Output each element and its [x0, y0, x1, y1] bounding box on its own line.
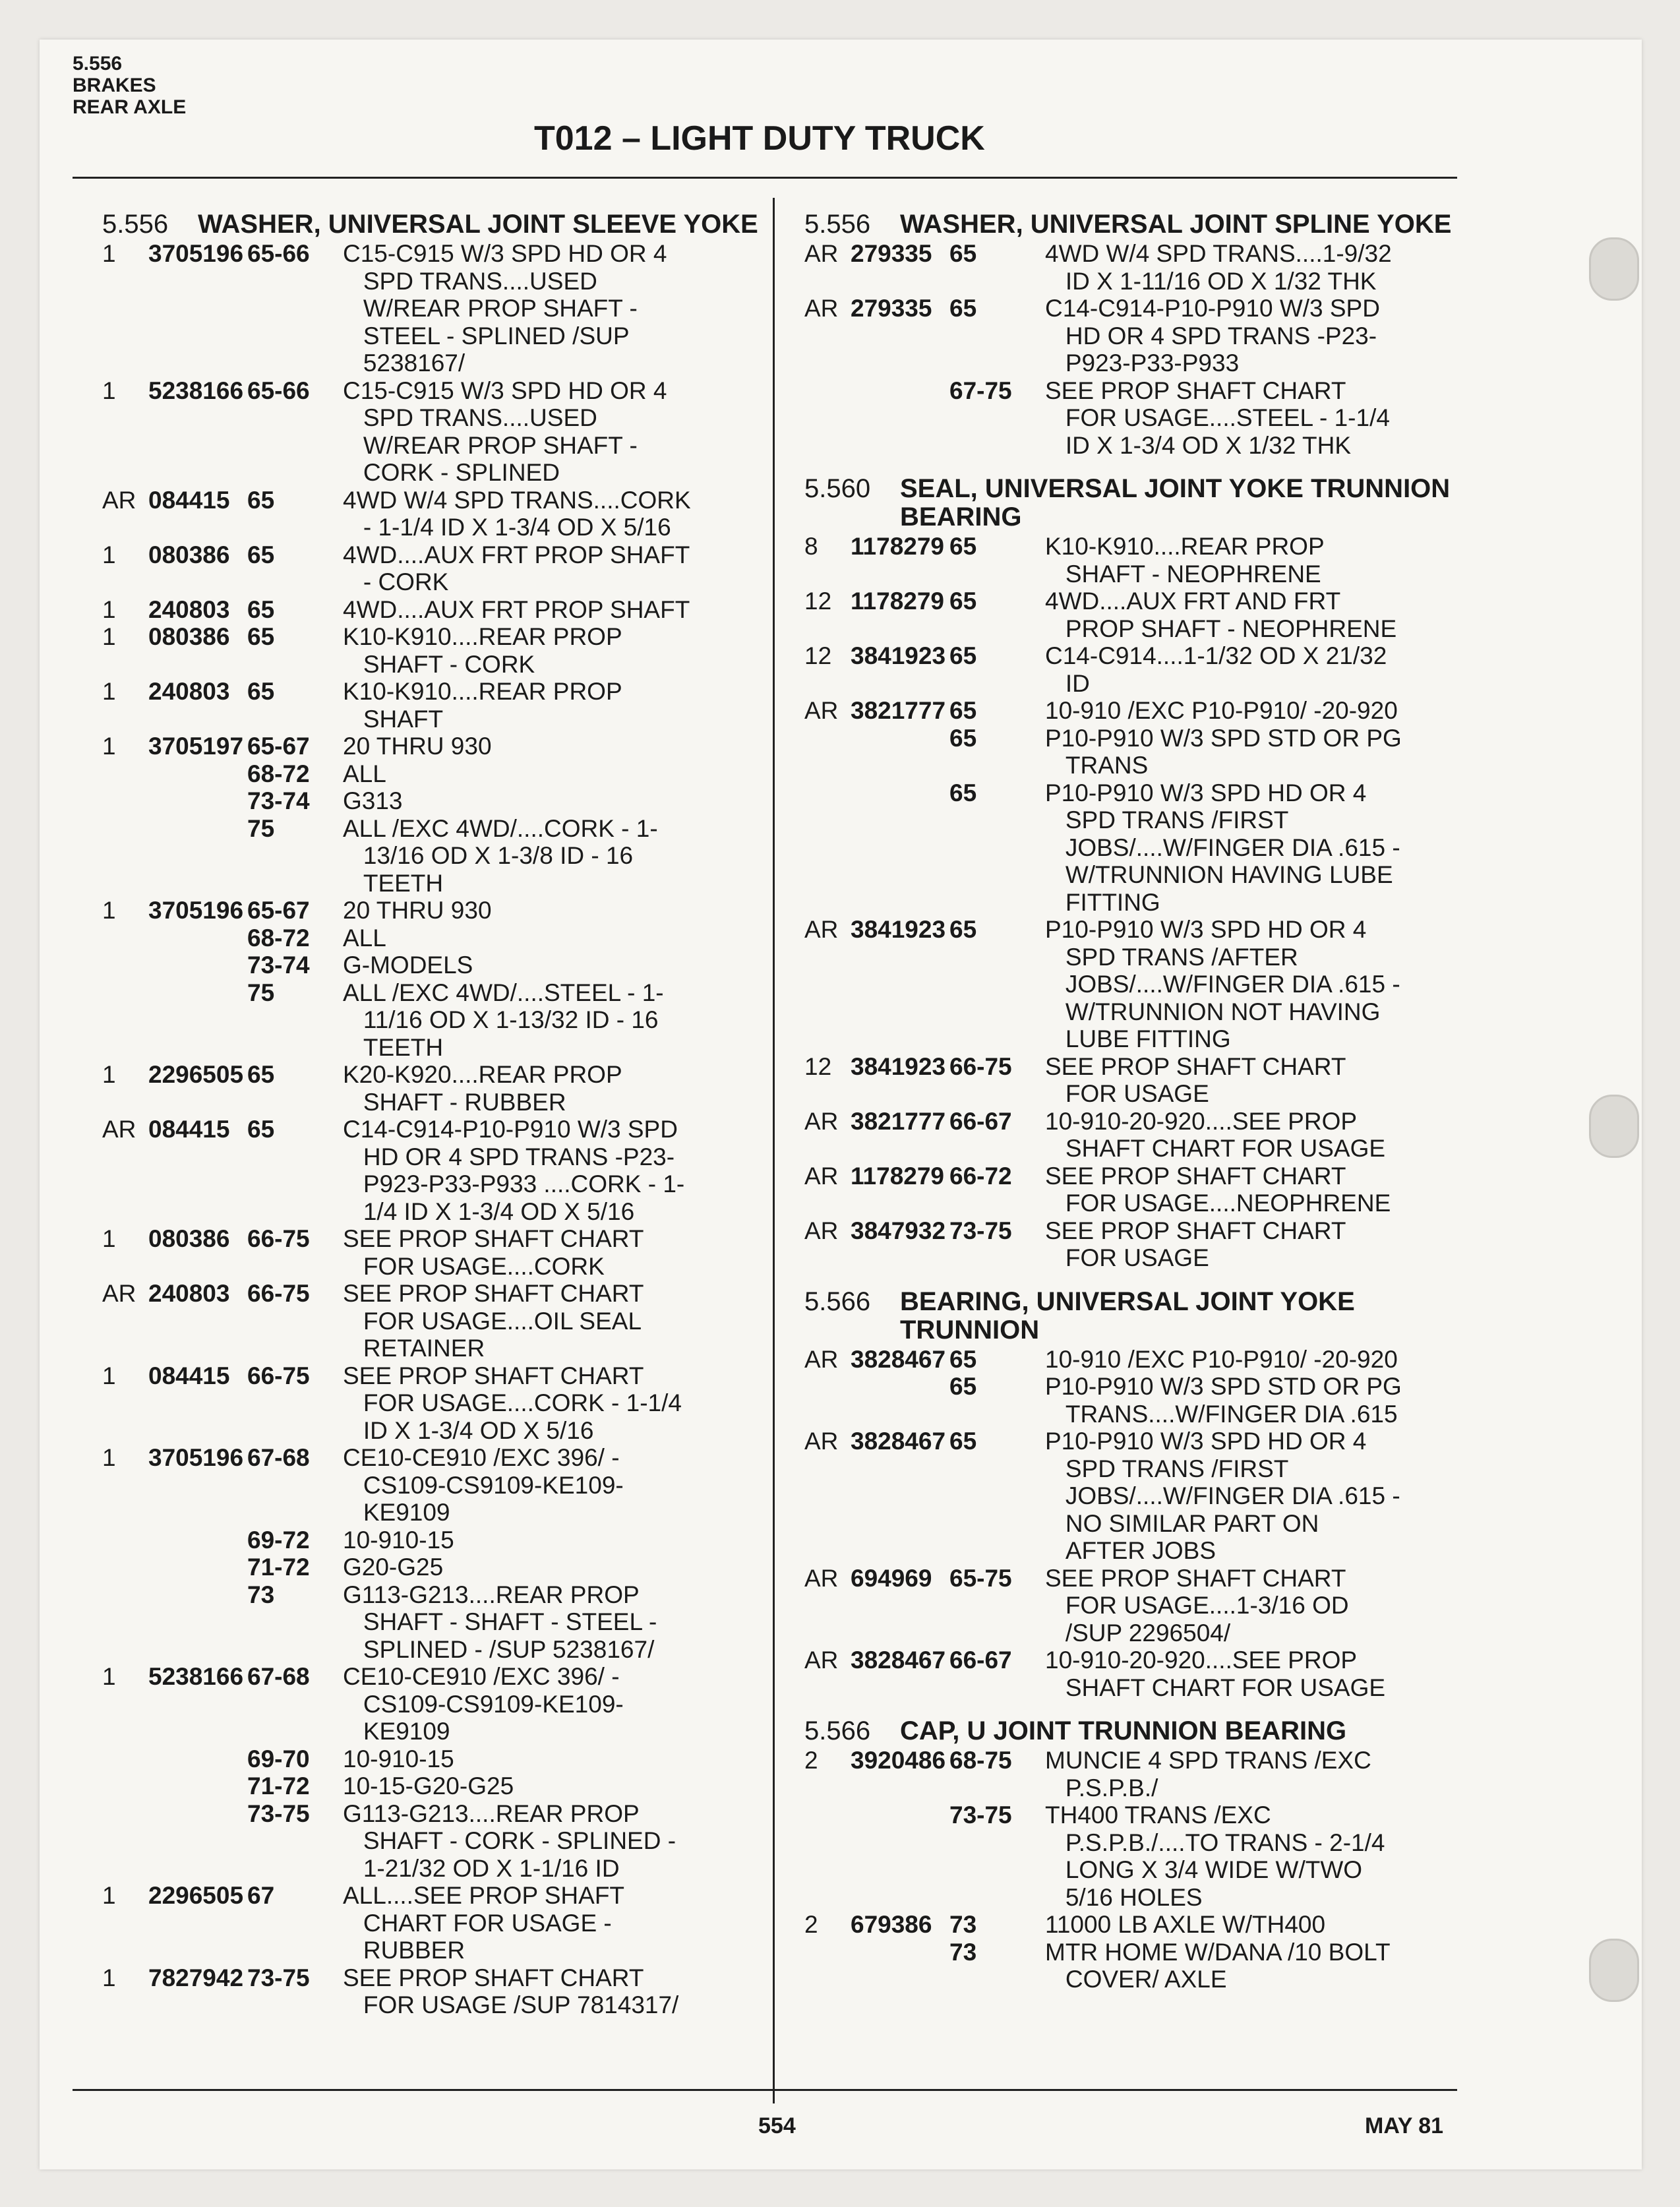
quantity-cell	[804, 725, 851, 779]
parts-row	[102, 1663, 762, 1745]
quantity-cell: AR	[102, 1280, 136, 1307]
years-cell: 65	[949, 697, 977, 724]
parts-row	[102, 1116, 762, 1225]
years-cell: 71-72	[247, 1554, 310, 1581]
description-cell: P10-P910 W/3 SPD HD OR 4 SPD TRANS /AFTER JOBS/....W/FINGER DIA .615 - W/TRUNNION NOT HAVING LUBE FITTING	[1045, 916, 1400, 1052]
quantity-cell	[102, 1772, 148, 1800]
part-number-cell: 3705196	[148, 897, 244, 924]
description-cell: 4WD W/4 SPD TRANS....CORK - 1-1/4 ID X 1-3/4 OD X 5/16	[343, 486, 691, 541]
part-number-cell	[148, 952, 247, 979]
years-cell: 69-70	[247, 1745, 310, 1772]
column-divider	[773, 198, 775, 2103]
part-number-cell: 3841923	[851, 1052, 946, 1080]
part-number-cell	[851, 377, 949, 460]
years-cell: 73-75	[949, 1801, 1012, 1829]
quantity-cell: AR	[102, 1116, 136, 1143]
parts-row	[804, 588, 1464, 642]
years-cell: 65	[949, 1345, 977, 1373]
years-cell: 65	[247, 1061, 275, 1088]
binder-hole	[1589, 1095, 1639, 1158]
quantity-cell: 1	[102, 678, 116, 705]
parts-row	[804, 1053, 1464, 1108]
quantity-cell: AR	[804, 1345, 839, 1373]
quantity-cell: AR	[102, 486, 136, 514]
part-number-cell	[148, 1554, 247, 1581]
description-cell: 11000 LB AXLE W/TH400	[1045, 1911, 1326, 1938]
parts-row	[804, 295, 1464, 377]
parts-row	[804, 1346, 1464, 1374]
years-cell: 68-75	[949, 1747, 1012, 1774]
description-cell: CE10-CE910 /EXC 396/ - CS109-CS9109-KE109- KE9109	[343, 1444, 624, 1526]
years-cell: 66-75	[247, 1280, 310, 1307]
years-cell: 69-72	[247, 1526, 310, 1554]
section-title: CAP, U JOINT TRUNNION BEARING	[900, 1716, 1347, 1745]
parts-row	[102, 1554, 762, 1581]
parts-row	[804, 725, 1464, 779]
description-cell: C15-C915 W/3 SPD HD OR 4 SPD TRANS....USED W/REAR PROP SHAFT - CORK - SPLINED	[343, 377, 667, 486]
parts-row	[102, 787, 762, 815]
parts-row	[102, 596, 762, 624]
left-column	[102, 208, 762, 2019]
part-number-cell: 3821777	[851, 1107, 946, 1135]
parts-row	[102, 1225, 762, 1280]
parts-row	[102, 1362, 762, 1445]
part-number-cell: 084415	[148, 486, 230, 514]
quantity-cell: 1	[102, 733, 116, 760]
years-cell: 73-75	[247, 1799, 310, 1827]
description-cell: CE10-CE910 /EXC 396/ - CS109-CS9109-KE109- KE9109	[343, 1663, 624, 1745]
description-cell: 4WD....AUX FRT PROP SHAFT	[343, 595, 690, 623]
years-cell: 73	[949, 1938, 977, 1966]
part-number-cell: 084415	[148, 1362, 230, 1389]
quantity-cell: 1	[102, 1882, 116, 1909]
description-cell: C15-C915 W/3 SPD HD OR 4 SPD TRANS....USED W/REAR PROP SHAFT - STEEL - SPLINED /SUP 5238167/	[343, 240, 667, 377]
part-number-cell: 240803	[148, 595, 230, 623]
header-group: BRAKES	[73, 75, 156, 96]
part-number-cell: 2296505	[148, 1882, 244, 1909]
quantity-cell: 1	[102, 897, 116, 924]
description-cell: ALL /EXC 4WD/....STEEL - 1- 11/16 OD X 1-13/32 ID - 16 TEETH	[343, 979, 664, 1061]
part-number-cell: 240803	[148, 1280, 230, 1307]
years-cell: 67	[247, 1882, 275, 1909]
parts-row	[804, 1939, 1464, 1993]
parts-row	[804, 697, 1464, 725]
quantity-cell: 1	[102, 1964, 116, 1991]
description-cell: G313	[343, 787, 403, 814]
quantity-cell: AR	[804, 1162, 839, 1190]
part-number-cell: 3705196	[148, 240, 244, 267]
description-cell: 10-15-G20-G25	[343, 1772, 514, 1799]
quantity-cell	[804, 1939, 851, 1993]
quantity-cell: 1	[102, 1061, 116, 1088]
quantity-cell	[804, 377, 851, 460]
description-cell: 20 THRU 930	[343, 733, 492, 760]
description-cell: K20-K920....REAR PROP SHAFT - RUBBER	[343, 1061, 622, 1116]
years-cell: 65	[949, 724, 977, 752]
parts-row	[102, 952, 762, 979]
parts-row	[804, 1428, 1464, 1565]
description-cell: K10-K910....REAR PROP SHAFT - NEOPHRENE	[1045, 533, 1325, 588]
description-cell: MTR HOME W/DANA /10 BOLT COVER/ AXLE	[1045, 1938, 1391, 1993]
description-cell: G113-G213....REAR PROP SHAFT - CORK - SPLINED - 1-21/32 OD X 1-1/16 ID	[343, 1799, 676, 1882]
years-cell: 66-72	[949, 1162, 1012, 1190]
description-cell: SEE PROP SHAFT CHART FOR USAGE	[1045, 1052, 1346, 1107]
years-cell: 65	[247, 1116, 275, 1143]
description-cell: 10-910-20-920....SEE PROP SHAFT CHART FOR USAGE	[1045, 1107, 1386, 1162]
part-number-cell	[148, 979, 247, 1062]
part-number-cell: 084415	[148, 1116, 230, 1143]
section-title: SEAL, UNIVERSAL JOINT YOKE TRUNNION BEARING	[900, 474, 1451, 531]
quantity-cell: AR	[804, 295, 839, 322]
section-number: 5.560	[804, 474, 871, 503]
parts-row	[804, 1647, 1464, 1701]
quantity-cell	[804, 1801, 851, 1911]
years-cell: 65-75	[949, 1564, 1012, 1592]
part-number-cell	[148, 1772, 247, 1800]
section-number: 5.556	[804, 210, 871, 239]
years-cell: 71-72	[247, 1772, 310, 1799]
part-number-cell: 080386	[148, 541, 230, 568]
description-cell: C14-C914....1-1/32 OD X 21/32 ID	[1045, 642, 1387, 697]
part-number-cell	[851, 1373, 949, 1428]
description-cell: ALL	[343, 924, 386, 952]
years-cell: 65	[247, 623, 275, 650]
footer-rule	[73, 2089, 1457, 2091]
part-number-cell: 240803	[148, 678, 230, 705]
description-cell: K10-K910....REAR PROP SHAFT	[343, 678, 622, 733]
parts-row	[102, 487, 762, 541]
quantity-cell	[102, 924, 148, 952]
quantity-cell: AR	[804, 1217, 839, 1244]
quantity-cell: 1	[102, 1225, 116, 1252]
years-cell: 66-75	[949, 1052, 1012, 1080]
parts-row	[102, 733, 762, 760]
quantity-cell: 1	[102, 541, 116, 568]
parts-row	[804, 1911, 1464, 1939]
parts-row	[804, 1373, 1464, 1428]
parts-row	[102, 623, 762, 678]
part-number-cell: 3828467	[851, 1345, 946, 1373]
part-number-cell	[851, 725, 949, 779]
description-cell: C14-C914-P10-P910 W/3 SPD HD OR 4 SPD TRANS -P23- P923-P33-P933 ....CORK - 1- 1/4 ID X 1-3/4 OD X 5/16	[343, 1116, 685, 1225]
years-cell: 66-75	[247, 1225, 310, 1252]
part-number-cell: 3920486	[851, 1747, 946, 1774]
parts-row	[102, 240, 762, 377]
part-number-cell: 5238166	[148, 1663, 244, 1690]
description-cell: 10-910 /EXC P10-P910/ -20-920	[1045, 1345, 1398, 1373]
years-cell: 65	[949, 533, 977, 560]
parts-row	[102, 1882, 762, 1964]
quantity-cell: 2	[804, 1911, 818, 1938]
header-rule	[73, 177, 1457, 179]
part-number-cell	[148, 1581, 247, 1664]
description-cell: K10-K910....REAR PROP SHAFT - CORK	[343, 623, 622, 678]
parts-row	[102, 979, 762, 1062]
parts-row	[804, 1163, 1464, 1217]
years-cell: 73-75	[949, 1217, 1012, 1244]
description-cell: G113-G213....REAR PROP SHAFT - SHAFT - STEEL - SPLINED - /SUP 5238167/	[343, 1581, 657, 1663]
page-title: T012 – LIGHT DUTY TRUCK	[534, 119, 985, 158]
section-heading	[804, 1288, 1464, 1345]
description-cell: 10-910-15	[343, 1745, 454, 1772]
part-number-cell: 679386	[851, 1911, 932, 1938]
years-cell: 67-68	[247, 1663, 310, 1690]
part-number-cell: 694969	[851, 1564, 932, 1592]
years-cell: 65-67	[247, 897, 310, 924]
section-title: WASHER, UNIVERSAL JOINT SLEEVE YOKE	[198, 210, 758, 239]
parts-row	[102, 1280, 762, 1362]
description-cell: SEE PROP SHAFT CHART FOR USAGE	[1045, 1217, 1346, 1271]
parts-row	[102, 760, 762, 788]
description-cell: P10-P910 W/3 SPD HD OR 4 SPD TRANS /FIRST JOBS/....W/FINGER DIA .615 - NO SIMILAR PART ON AFTER JOBS	[1045, 1428, 1400, 1564]
description-cell: P10-P910 W/3 SPD STD OR PG TRANS	[1045, 724, 1402, 779]
quantity-cell: 1	[102, 595, 116, 623]
description-cell: 4WD W/4 SPD TRANS....1-9/32 ID X 1-11/16 OD X 1/32 THK	[1045, 240, 1392, 295]
quantity-cell: 8	[804, 533, 818, 560]
description-cell: ALL	[343, 760, 386, 787]
quantity-cell: 12	[804, 588, 832, 615]
right-column	[804, 208, 1464, 1993]
quantity-cell: 1	[102, 1663, 116, 1690]
description-cell: SEE PROP SHAFT CHART FOR USAGE....1-3/16 OD /SUP 2296504/	[1045, 1564, 1349, 1647]
parts-row	[102, 377, 762, 487]
description-cell: SEE PROP SHAFT CHART FOR USAGE....STEEL - 1-1/4 ID X 1-3/4 OD X 1/32 THK	[1045, 377, 1390, 459]
quantity-cell: AR	[804, 1647, 839, 1674]
binder-hole	[1589, 237, 1639, 301]
years-cell: 75	[247, 814, 275, 842]
quantity-cell: 12	[804, 642, 832, 669]
part-number-cell	[148, 760, 247, 788]
description-cell: 10-910-15	[343, 1526, 454, 1554]
years-cell: 65	[949, 1373, 977, 1400]
header-section: 5.556	[73, 53, 123, 75]
parts-row	[102, 897, 762, 924]
quantity-cell: 2	[804, 1747, 818, 1774]
years-cell: 65	[949, 240, 977, 267]
part-number-cell: 3828467	[851, 1647, 946, 1674]
part-number-cell	[148, 815, 247, 897]
part-number-cell: 3705196	[148, 1444, 244, 1471]
description-cell: MUNCIE 4 SPD TRANS /EXC P.S.P.B./	[1045, 1747, 1371, 1801]
years-cell: 65-67	[247, 733, 310, 760]
years-cell: 73-74	[247, 952, 310, 979]
years-cell: 65	[949, 916, 977, 943]
binder-hole	[1589, 1939, 1639, 2002]
quantity-cell	[102, 1554, 148, 1581]
quantity-cell: AR	[804, 1107, 839, 1135]
part-number-cell	[148, 787, 247, 815]
section-number: 5.566	[804, 1716, 871, 1745]
parts-row	[804, 1747, 1464, 1801]
description-cell: SEE PROP SHAFT CHART FOR USAGE....CORK	[343, 1225, 644, 1280]
part-number-cell: 5238166	[148, 377, 244, 404]
years-cell: 65-66	[247, 240, 310, 267]
years-cell: 65	[949, 642, 977, 669]
years-cell: 65	[949, 295, 977, 322]
part-number-cell	[148, 1527, 247, 1554]
years-cell: 65	[247, 595, 275, 623]
description-cell: 4WD....AUX FRT PROP SHAFT - CORK	[343, 541, 690, 595]
quantity-cell	[102, 760, 148, 788]
part-number-cell: 080386	[148, 623, 230, 650]
description-cell: SEE PROP SHAFT CHART FOR USAGE....OIL SEAL RETAINER	[343, 1280, 644, 1362]
quantity-cell	[804, 1373, 851, 1428]
quantity-cell	[102, 1745, 148, 1773]
description-cell: 4WD....AUX FRT AND FRT PROP SHAFT - NEOPHRENE	[1045, 588, 1397, 642]
quantity-cell	[102, 1581, 148, 1664]
parts-row	[804, 916, 1464, 1053]
part-number-cell: 3847932	[851, 1217, 946, 1244]
part-number-cell	[851, 1801, 949, 1911]
years-cell: 67-68	[247, 1444, 310, 1471]
part-number-cell: 3705197	[148, 733, 244, 760]
section-title: WASHER, UNIVERSAL JOINT SPLINE YOKE	[900, 210, 1452, 239]
parts-row	[102, 1772, 762, 1800]
years-cell: 65	[949, 779, 977, 806]
quantity-cell: 1	[102, 1444, 116, 1471]
years-cell: 73-75	[247, 1964, 310, 1991]
quantity-cell: 12	[804, 1052, 832, 1080]
parts-row	[804, 1801, 1464, 1911]
description-cell: 20 THRU 930	[343, 897, 492, 924]
years-cell: 73	[949, 1911, 977, 1938]
quantity-cell: AR	[804, 697, 839, 724]
part-number-cell: 3828467	[851, 1428, 946, 1455]
years-cell: 65	[247, 541, 275, 568]
quantity-cell	[102, 979, 148, 1062]
parts-row	[804, 240, 1464, 295]
part-number-cell: 3841923	[851, 642, 946, 669]
section-number: 5.566	[804, 1286, 871, 1316]
section-heading	[804, 210, 1464, 239]
quantity-cell: AR	[804, 240, 839, 267]
header-subgroup: REAR AXLE	[73, 96, 187, 118]
part-number-cell: 080386	[148, 1225, 230, 1252]
quantity-cell: AR	[804, 1428, 839, 1455]
description-cell: C14-C914-P10-P910 W/3 SPD HD OR 4 SPD TRANS -P23- P923-P33-P933	[1045, 295, 1380, 377]
quantity-cell	[102, 815, 148, 897]
years-cell: 73	[247, 1581, 275, 1608]
part-number-cell	[851, 779, 949, 917]
description-cell: P10-P910 W/3 SPD HD OR 4 SPD TRANS /FIRST JOBS/....W/FINGER DIA .615 - W/TRUNNION HAVING LUBE FITTING	[1045, 779, 1400, 916]
part-number-cell	[148, 1745, 247, 1773]
quantity-cell	[804, 779, 851, 917]
years-cell: 66-67	[949, 1647, 1012, 1674]
quantity-cell: 1	[102, 623, 116, 650]
parts-row	[102, 1444, 762, 1527]
description-cell: 10-910-20-920....SEE PROP SHAFT CHART FOR USAGE	[1045, 1647, 1386, 1701]
part-number-cell: 2296505	[148, 1061, 244, 1088]
years-cell: 68-72	[247, 760, 310, 787]
description-cell: P10-P910 W/3 SPD STD OR PG TRANS....W/FINGER DIA .615	[1045, 1373, 1402, 1428]
years-cell: 66-67	[949, 1107, 1012, 1135]
years-cell: 73-74	[247, 787, 310, 814]
description-cell: ALL /EXC 4WD/....CORK - 1- 13/16 OD X 1-3/8 ID - 16 TEETH	[343, 814, 658, 897]
parts-row	[102, 1581, 762, 1664]
quantity-cell: 1	[102, 1362, 116, 1389]
part-number-cell: 1178279	[851, 1162, 945, 1190]
parts-row	[804, 1108, 1464, 1163]
page-number: 554	[758, 2113, 796, 2138]
years-cell: 65	[949, 588, 977, 615]
years-cell: 65	[247, 678, 275, 705]
quantity-cell: AR	[804, 1564, 839, 1592]
quantity-cell	[102, 1800, 148, 1883]
quantity-cell: 1	[102, 240, 116, 267]
parts-row	[804, 1217, 1464, 1272]
quantity-cell: 1	[102, 377, 116, 404]
years-cell: 68-72	[247, 924, 310, 952]
part-number-cell	[148, 1800, 247, 1883]
description-cell: SEE PROP SHAFT CHART FOR USAGE....NEOPHRENE	[1045, 1162, 1391, 1217]
section-number: 5.556	[102, 210, 169, 239]
years-cell: 67-75	[949, 377, 1012, 404]
part-number-cell	[148, 924, 247, 952]
years-cell: 66-75	[247, 1362, 310, 1389]
quantity-cell	[102, 787, 148, 815]
parts-row	[804, 642, 1464, 697]
description-cell: 10-910 /EXC P10-P910/ -20-920	[1045, 697, 1398, 724]
section-heading	[804, 475, 1464, 531]
part-number-cell: 7827942	[148, 1964, 244, 1991]
part-number-cell: 3821777	[851, 697, 946, 724]
years-cell: 65	[949, 1428, 977, 1455]
description-cell: ALL....SEE PROP SHAFT CHART FOR USAGE - RUBBER	[343, 1882, 625, 1964]
years-cell: 65	[247, 486, 275, 514]
description-cell: SEE PROP SHAFT CHART FOR USAGE....CORK - 1-1/4 ID X 1-3/4 OD X 5/16	[343, 1362, 682, 1444]
parts-row	[102, 1964, 762, 2019]
section-heading	[102, 210, 762, 239]
part-number-cell: 1178279	[851, 588, 945, 615]
parts-row	[804, 779, 1464, 917]
description-cell: G-MODELS	[343, 952, 473, 979]
years-cell: 75	[247, 979, 275, 1006]
part-number-cell	[851, 1939, 949, 1993]
part-number-cell: 279335	[851, 240, 932, 267]
parts-row	[102, 1061, 762, 1116]
parts-row	[102, 924, 762, 952]
parts-row	[804, 377, 1464, 460]
section-heading	[804, 1717, 1464, 1745]
running-header	[73, 53, 186, 118]
parts-row	[102, 1800, 762, 1883]
quantity-cell: AR	[804, 916, 839, 943]
parts-row	[102, 678, 762, 733]
parts-row	[102, 815, 762, 897]
description-cell: G20-G25	[343, 1554, 444, 1581]
part-number-cell: 279335	[851, 295, 932, 322]
parts-row	[102, 1527, 762, 1554]
description-cell: SEE PROP SHAFT CHART FOR USAGE /SUP 7814317/	[343, 1964, 679, 2018]
quantity-cell	[102, 952, 148, 979]
description-cell: TH400 TRANS /EXC P.S.P.B./....TO TRANS - 2-1/4 LONG X 3/4 WIDE W/TWO 5/16 HOLES	[1045, 1801, 1385, 1911]
part-number-cell: 1178279	[851, 533, 945, 560]
parts-row	[804, 533, 1464, 588]
section-title: BEARING, UNIVERSAL JOINT YOKE TRUNNION	[900, 1286, 1355, 1345]
quantity-cell	[102, 1527, 148, 1554]
parts-row	[102, 1745, 762, 1773]
part-number-cell: 3841923	[851, 916, 946, 943]
revision-date: MAY 81	[1365, 2113, 1444, 2138]
parts-row	[804, 1565, 1464, 1647]
parts-row	[102, 541, 762, 596]
years-cell: 65-66	[247, 377, 310, 404]
